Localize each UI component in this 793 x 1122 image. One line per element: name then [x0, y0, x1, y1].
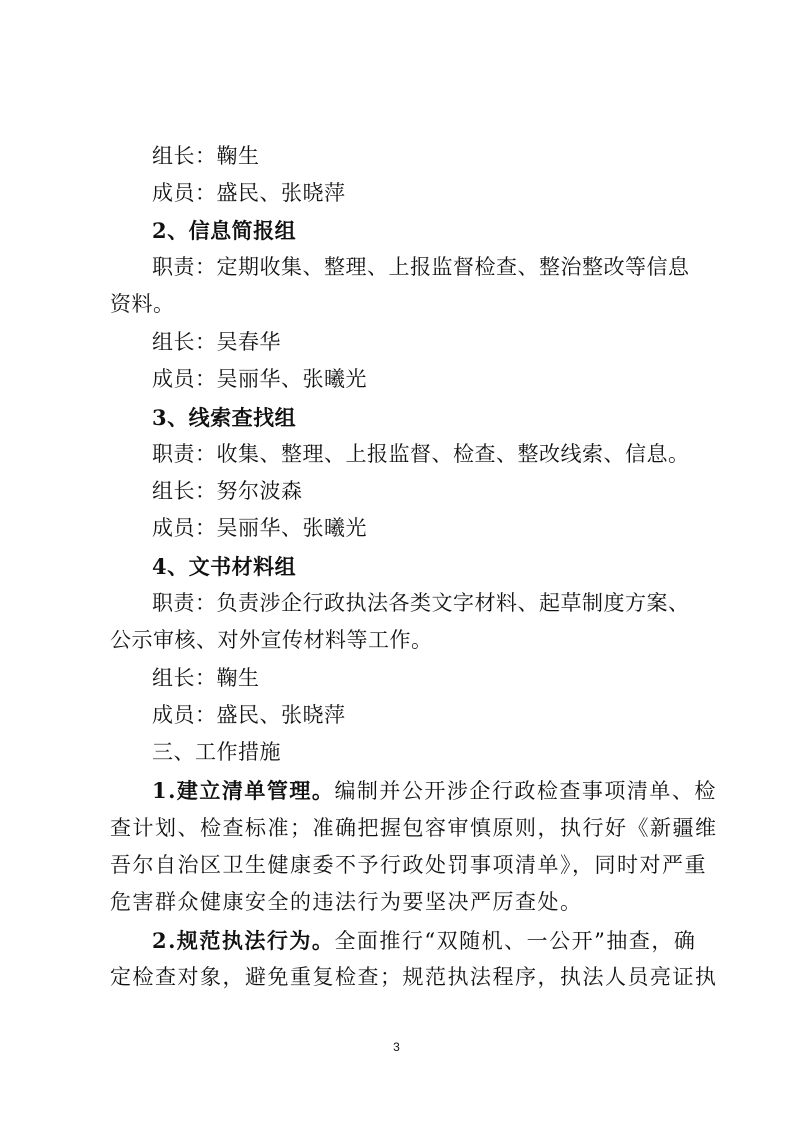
- measure2-line2: 定检查对象，避免重复检查；规范执法程序，执法人员亮证执: [110, 965, 718, 989]
- measure1-lead: 1.建立清单管理。: [152, 778, 335, 803]
- measure1-line2: 查计划、检查标准；准确把握包容审慎原则，执行好《新疆维: [110, 816, 718, 840]
- section3-title: 三、工作措施: [152, 740, 281, 764]
- group4-leader: 组长：鞠生: [152, 666, 260, 690]
- measure2-text: 全面推行“双随机、一公开”抽查，确: [334, 929, 697, 953]
- group3-duty: 职责：收集、整理、上报监督、检查、整改线索、信息。: [152, 442, 690, 466]
- group3-title: 3、线索查找组: [152, 405, 297, 430]
- group3-leader: 组长：努尔波森: [152, 479, 303, 503]
- measure1-line3: 吾尔自治区卫生健康委不予行政处罚事项清单》，同时对严重: [110, 853, 707, 877]
- group3-members: 成员：吴丽华、张曦光: [152, 516, 367, 540]
- measure1-line1: [152, 772, 717, 810]
- measure2-lead: 2.规范执法行为。: [152, 928, 335, 953]
- group1-members: 成员：盛民、张晓萍: [152, 181, 346, 205]
- group4-members: 成员：盛民、张晓萍: [152, 703, 346, 727]
- group2-members: 成员：吴丽华、张曦光: [152, 367, 367, 391]
- group4-title: 4、文书材料组: [152, 554, 297, 579]
- page-number: 3: [393, 1040, 400, 1054]
- group2-duty-line2: 资料。: [110, 292, 175, 316]
- measure1-line4: 危害群众健康安全的违法行为要坚决严厉查处。: [110, 890, 583, 914]
- group4-duty-line2: 公示审核、对外宣传材料等工作。: [110, 628, 433, 652]
- group2-title: 2、信息简报组: [152, 218, 297, 243]
- group2-duty-line1: 职责：定期收集、整理、上报监督检查、整治整改等信息: [152, 255, 690, 279]
- group2-leader: 组长：吴春华: [152, 330, 281, 354]
- group1-leader: 组长：鞠生: [152, 144, 260, 168]
- measure1-text: 编制并公开涉企行政检查事项清单、检: [334, 779, 717, 803]
- measure2-line1: [152, 922, 697, 960]
- group4-duty-line1: 职责：负责涉企行政执法各类文字材料、起草制度方案、: [152, 591, 690, 615]
